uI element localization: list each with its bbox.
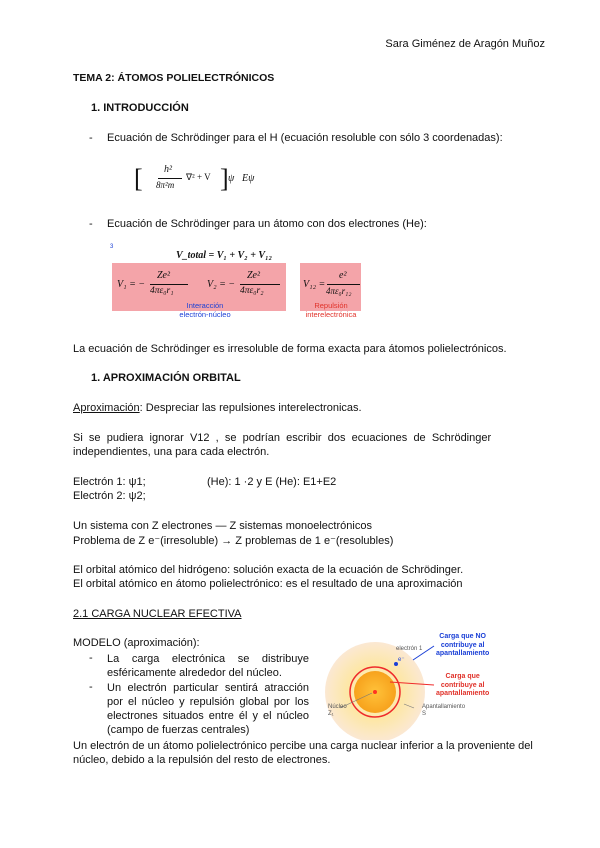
section-heading-introduccion: 1. INTRODUCCIÓN — [91, 102, 189, 114]
label-line: Interacción — [186, 301, 224, 310]
paragraph-line: Si se pudiera ignorar V12 , se podrían escribir dos ecuaciones de Schrödinger — [73, 432, 492, 444]
approximation-label: Aproximación — [73, 402, 140, 414]
bullet-text-he-equation: Ecuación de Schrödinger para un átomo con dos electrones (He): — [107, 218, 427, 230]
approximation-line — [73, 402, 362, 414]
v12-label: V₁₂ = — [303, 279, 326, 290]
section-heading-aproximacion: 1. APROXIMACIÓN ORBITAL — [91, 372, 241, 384]
model-bullet-1: La carga electrónica se distribuye esféricamente alrededor del núcleo. — [107, 653, 309, 679]
apantallamiento-label — [422, 704, 465, 718]
v12-denominator: 4πε₀r₁₂ — [326, 286, 352, 296]
fraction-bar — [158, 178, 182, 179]
label-line: Núcleo — [328, 704, 347, 710]
electron-symbol: e⁻ — [398, 657, 405, 663]
v1-label: V₁ = − — [117, 279, 146, 290]
label-no-shielding — [436, 633, 489, 659]
system-line-1: Un sistema con Z electrones — Z sistemas monoelectrónicos — [73, 520, 372, 532]
shielding-figure — [310, 630, 542, 740]
label-line: Repulsión — [314, 301, 348, 310]
bullet-dash: - — [89, 652, 93, 664]
orbital-line-1: El orbital atómico del hidrógeno: solución exacta de la ecuación de Schrödinger. — [73, 564, 464, 576]
model-bullet-2: Un electrón particular sentirá atracción por el núcleo y repulsión global por los electrones situados entre él y el núcleo (campo de fuerzas centrales) — [107, 682, 309, 736]
v2-numerator: Ze² — [247, 270, 260, 281]
eq1-rest: ∇² + V — [186, 172, 211, 182]
author-header: Sara Giménez de Aragón Muñoz — [385, 38, 545, 50]
label-line: Apantallamiento — [422, 704, 466, 710]
label-line: contribuye al — [440, 641, 485, 649]
approximation-text: : Despreciar las repulsiones interelectronicas. — [139, 402, 362, 414]
system-line-2: Problema de Z e⁻(irresoluble) → Z problemas de 1 e⁻(resolubles) — [73, 535, 394, 547]
label-line: Carga que NO — [439, 633, 486, 640]
electron-2-line: Electrón 2: ψ2; — [73, 490, 146, 502]
bullet-dash: - — [89, 681, 93, 693]
final-paragraph: Un electrón de un átomo polielectrónico percibe una carga nuclear inferior a la proveniente del núcleo, debido a la repulsión del resto de electrones. — [73, 740, 533, 766]
label-line: S — [422, 711, 427, 717]
label-line: Z₁ — [328, 711, 334, 717]
label-line: apantallamiento — [436, 690, 490, 697]
label-line: apantallamiento — [436, 650, 490, 657]
label-line: interelectrónica — [305, 310, 357, 319]
he-energy-line: (He): 1 ·2 y E (He): E1+E2 — [207, 476, 337, 488]
nucleus — [373, 690, 377, 694]
v1-numerator: Ze² — [157, 270, 170, 281]
label-repulsion — [296, 301, 366, 319]
bracket-right: ] — [220, 164, 229, 193]
bullet-dash: - — [89, 218, 93, 230]
section-heading-carga-nuclear: 2.1 CARGA NUCLEAR EFECTIVA — [73, 608, 242, 620]
equation-vtotal: V_total = V₁ + V₂ + V₁₂ — [176, 250, 273, 261]
small-mark: 3 — [110, 244, 114, 250]
label-line: Carga que — [445, 673, 480, 680]
v2-label: V₂ = − — [207, 279, 236, 290]
v1-denominator: 4πε₀r₁ — [150, 286, 174, 296]
bullet-text-h-equation: Ecuación de Schrödinger para el H (ecuación resoluble con sólo 3 coordenadas): — [107, 132, 503, 144]
electron-1-line: Electrón 1: ψ1; — [73, 476, 146, 488]
fraction-bar — [240, 284, 280, 285]
page-title: TEMA 2: ÁTOMOS POLIELECTRÓNICOS — [73, 72, 275, 84]
eq1-rhs: Eψ — [242, 173, 255, 184]
nucleus-label — [328, 704, 347, 718]
v2-denominator: 4πε₀r₂ — [240, 286, 264, 296]
model-label: MODELO (aproximación): — [73, 637, 200, 649]
eq1-psi: ψ — [228, 173, 235, 184]
paragraph-line: independientes, una para cada electrón. — [73, 446, 270, 458]
label-electron-nucleus — [160, 301, 250, 319]
conclusion-text: La ecuación de Schrödinger es irresoluble de forma exacta para átomos polielectrónicos. — [73, 343, 507, 355]
orbital-line-2: El orbital atómico en átomo polielectrónico: es el resultado de una aproximación — [73, 578, 463, 590]
eq1-denominator: 8π²m — [156, 180, 175, 190]
electron-label: electrón 1 — [396, 646, 423, 652]
label-line: contribuye al — [440, 681, 485, 689]
bullet-dash: - — [89, 132, 93, 144]
fraction-bar — [327, 284, 360, 285]
label-shielding — [436, 673, 489, 699]
fraction-bar — [150, 284, 188, 285]
eq1-numerator: h² — [164, 164, 172, 175]
v12-numerator: e² — [339, 270, 347, 281]
label-line: electrón-núcleo — [179, 310, 231, 319]
bracket-left: [ — [134, 164, 143, 193]
